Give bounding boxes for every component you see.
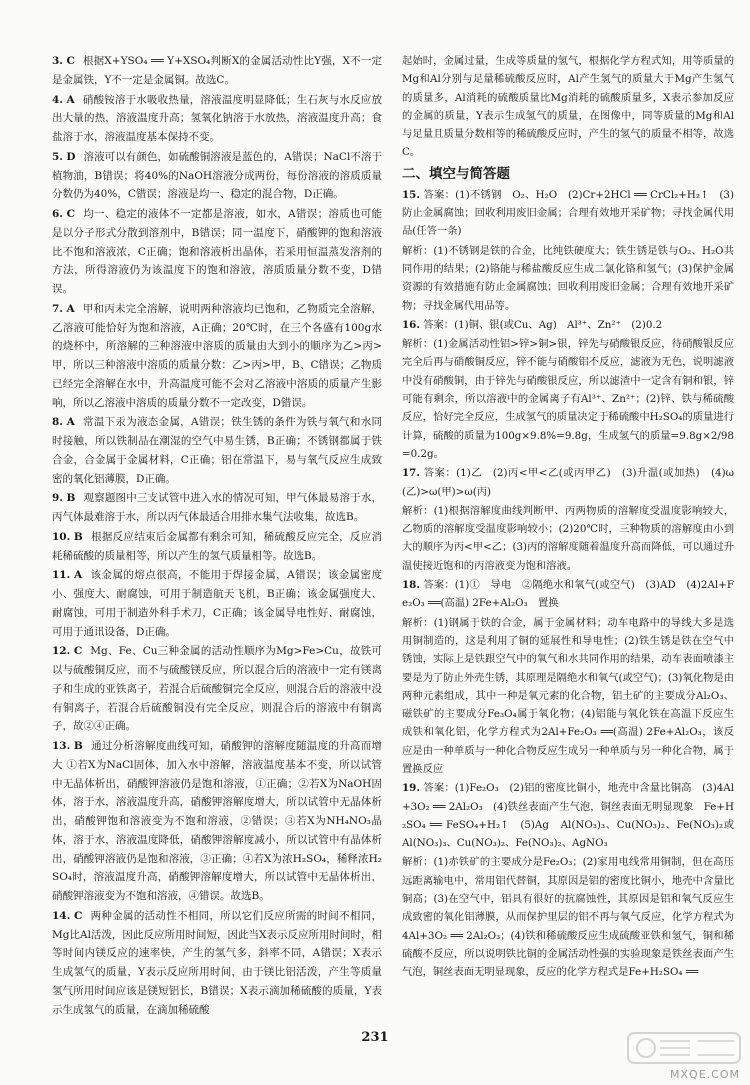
answer-item xyxy=(52,642,382,736)
item-text: 解析：(1)赤铁矿的主要成分是Fe₂O₃；(2)家用电线常用铜制，但在高压远距离输电中，常用铝代替铜，其原因是铝的密度比铜小，地壳中含量比铜高；(3)在空气中，铝具有很好的抗腐蚀性，其原因是铝和氧气反应生成致密的氧化铝薄膜，从而保护里层的铝不再与氧气反应，化学方程式为4Al+3O₂ ══ 2Al₂O₃；(4)铁和稀硫酸反应生成硫酸亚铁和氢气，铜和稀硫酸不反应，所以说明铁比铜的金属活动性强的实验现象是铁丝表面产生气泡，铜丝表面无明显现象，反应的化学方程式是Fe+H₂SO₄ ══ xyxy=(402,856,734,979)
item-text: 两种金属的活动性不相同，所以它们反应所需的时间不相同，Mg比Al活泼，因此反应所用时间短，因此当X表示反应所用时间时，相等时间内镁反应的速率快，产生的氢气多，斜率不同，A错误；X表示生成氢气的质量，Y表示反应所用时间，由于镁比铝活泼，产生等质量氢气所用时间应该是镁短铝长，B错误；X表示滴加稀硫酸的质量，Y表示生成氢气的质量，在滴加稀硫酸 xyxy=(52,909,383,1016)
question-number: 3. xyxy=(52,55,63,67)
answer-item xyxy=(52,566,382,641)
item-text: 解析：(1)金属活动性铝>锌>铜>银，锌先与硝酸银反应，待硝酸银反应完全后再与硝酸铜反应，锌不能与硝酸铝不反应，滤液为无色，说明滤液中没有硝酸铜，由于锌先与硝酸银反应，所以滤渣中一定含有铜和银，锌可能有剩余，所以溶液中的金属离子有Al³⁺、Zn²⁺；(2)锌、铁与稀硫酸反应，恰好完全反应，生成氢气的质量决定于稀硫酸中H₂SO₄的质量进行计算，硫酸的质量为100g×9.8%=9.8g，生成氢气的质量=9.8g×2/98=0.2g。 xyxy=(402,338,734,460)
question-number: 17. xyxy=(402,467,420,480)
question-number: 19. xyxy=(402,782,420,795)
item-text: 甲和丙未完全溶解，说明两种溶液均已饱和，乙物质完全溶解，乙溶液可能恰好为饱和溶液，A正确；20℃时，在三个各盛有100g水的烧杯中，所溶解的三种溶液中溶质的质量由大到小的顺序为乙>丙>甲，所以三种溶液中溶质的质量分数：乙>丙>甲，B、C错误；乙物质已经完全溶解在水中，升高温度可能不会对乙溶液中溶质的质量产生影响，所以乙溶液中溶质的质量分数不一定改变，D错误。 xyxy=(52,302,382,409)
item-text: 解析：(1)根据溶解度曲线判断甲、丙两物质的溶解度受温度影响较大，乙物质的溶解度受温度影响较小；(2)20℃时，三种物质的溶解度由小到大的顺序为丙<甲<乙；(3)丙的溶解度随着温度升高而降低，可以通过升温使接近饱和的丙溶液变为饱和溶液。 xyxy=(402,504,734,572)
question-number: 5. xyxy=(52,150,63,163)
question-number: 16. xyxy=(402,318,420,331)
page-number: 231 xyxy=(361,1030,389,1045)
answer-letter: C xyxy=(66,55,75,67)
answer-item xyxy=(52,528,382,566)
item-text: 答案：(1)① 导电 ②隔绝水和氧气(或空气) (3)AD (4)2Al+Fe₂O₃ ══(高温) 2Fe+Al₂O₃ 置换 xyxy=(402,579,734,610)
question-number: 7. xyxy=(52,302,63,315)
item-text: 该金属的熔点很高，不能用于焊接金属，A错误；该金属密度小、强度大、耐腐蚀，可用于制造航天飞机，B正确；该金属强度大、耐腐蚀，可用于制造外科手术刀，C正确；该金属导电性好、耐腐蚀，可用于通讯设备，D正确。 xyxy=(52,569,382,638)
answer-item xyxy=(52,737,382,906)
answer-item xyxy=(52,300,382,413)
item-text: 常温下汞为液态金属，A错误；铁生锈的条件为铁与氧气和水同时接触，所以铁制品在潮湿的空气中易生锈，B正确；不锈钢都属于铁合金，合金属于金属材料，C正确；铝在常温下，易与氧气反应生成致密的氧化铝薄膜，D正确。 xyxy=(52,416,382,485)
explanation-item xyxy=(402,502,734,575)
explanation-item xyxy=(402,853,734,981)
answer-letter: B xyxy=(66,492,76,505)
question-number: 15. xyxy=(402,188,420,201)
question-number: 12. xyxy=(52,645,71,658)
answer-item xyxy=(52,148,382,204)
question-number: 18. xyxy=(402,579,420,592)
left-column xyxy=(52,52,382,1020)
item-text: 根据反应结束后金属都有剩余可知，稀硫酸反应完全，反应消耗稀硫酸的质量相等，所以产生的氢气质量相等。故选B。 xyxy=(52,530,382,562)
item-text: 解析：(1)不锈钢是铁的合金，比纯铁硬度大；铁生锈是铁与O₂、H₂O共同作用的结果；(2)铬能与稀盐酸反应生成二氯化铬和氢气；(3)保护金属资源的有效措施有防止金属腐蚀；回收利用废旧金属；合理有效地开采矿物；寻找金属代用品等。 xyxy=(402,244,734,312)
right-items xyxy=(402,186,734,982)
answer-item xyxy=(52,52,382,90)
question-number: 11. xyxy=(52,569,71,582)
answer-letter: C xyxy=(66,208,75,220)
answer-letter: A xyxy=(66,93,75,106)
right-column xyxy=(402,52,734,983)
right-continued-text: 起始时，金属过量，生成等质量的氢气，根据化学方程式知，用等质量的Mg和Al分别与足量稀硫酸反应时，Al产生氢气的质量大于Mg产生氢气的质量多，Al消耗的硫酸质量比Mg消耗的硫酸质量多，X表示参加反应的金属的质量，Y表示生成氢气的质量，在图像中，同等质量的Mg和Al与足量且质量分数相等的稀硫酸反应时，产生的氢气的质量不相等，故选C。 xyxy=(402,55,734,159)
question-number: 8. xyxy=(52,416,63,429)
answer-item xyxy=(52,907,382,1020)
question-number: 6. xyxy=(52,208,63,220)
answer-item xyxy=(52,205,382,299)
item-text: 答案：(1)铜、银(或Cu、Ag) Al³⁺、Zn²⁺ (2)0.2 xyxy=(423,318,663,331)
answer-letter: B xyxy=(73,740,83,752)
question-number: 4. xyxy=(52,93,63,106)
explanation-item xyxy=(402,335,734,463)
answer-item xyxy=(402,464,734,501)
item-text: 通过分析溶解度曲线可知，硝酸钾的溶解度随温度的升高而增大 ①若X为NaCl固体，加入水中溶解，溶液温度基本不变，所以试管中无晶体析出，硝酸钾溶液仍是饱和溶液，①正确；②若X为NaOH固体，溶于水，溶液温度升高，硝酸钾溶解度增大，所以试管中无晶体析出，硝酸钾饱和溶液变为不饱和溶液，②错误；③若X为NH₄NO₃晶体，溶于水，溶液温度降低，硝酸钾溶解度减小，所以试管中有晶体析出，硝酸钾溶液仍是饱和溶液，③正确；④若X为浓H₂SO₄，稀释浓H₂SO₄时，溶液温度升高，硝酸钾溶解度增大，所以试管中无晶体析出，硝酸钾溶液变为不饱和溶液，④错误。故选B。 xyxy=(52,740,382,902)
question-number: 9. xyxy=(52,492,63,505)
answer-letter: A xyxy=(74,569,83,582)
item-text: 答案：(1)乙 (2)丙<甲<乙(或丙甲乙) (3)升温(或加热) (4)ω(乙)>ω(甲)>ω(丙) xyxy=(402,467,734,498)
item-text: 观察题图中三支试管中进入水的情况可知，甲气体最易溶于水，丙气体最难溶于水，所以丙气体最适合用排水集气法收集，故选B。 xyxy=(52,492,383,523)
answer-letter: B xyxy=(73,530,83,543)
item-text: 解析：(1)钢属于铁的合金，属于金属材料；动车电路中的导线大多是选用铜制造的，这是利用了铜的延展性和导电性；(2)铁生锈是铁在空气中锈蚀，实际上是铁跟空气中的氧气和水共同作用的结果，动车表面喷漆主要是为了防止外壳生锈，其原理是隔绝水和氧气(或空气)；(3)氧化物是由两种元素组成，其中一种是氧元素的化合物，铝土矿的主要成分Al₂O₃、磁铁矿的主要成分Fe₃O₄属于氧化物；(4)铝能与氧化铁在高温下反应生成铁和氧化铝，化学方程式为2Al+Fe₂O₃ ══(高温) 2Fe+Al₂O₃，该反应是由一种单质与一种化合物反应生成另一种单质与另一种化合物，属于置换反应 xyxy=(402,616,734,775)
item-text: 硝酸铵溶于水吸收热量，溶液温度明显降低；生石灰与水反应放出大量的热，溶液温度升高；氢氧化钠溶于水放热，溶液温度升高；食盐溶于水，溶液温度基本保持不变。 xyxy=(52,93,382,143)
explanation-item xyxy=(402,242,734,315)
explanation-item xyxy=(402,614,734,779)
answer-item xyxy=(52,489,382,527)
answer-item xyxy=(402,186,734,241)
item-text: 答案：(1)不锈钢 O₂、H₂O (2)Cr+2HCl ══ CrCl₂+H₂↑ (3)防止金属腐蚀；回收利用废旧金属；合理有效地开采矿物；寻找金属代用品(任答一条) xyxy=(402,188,734,238)
answer-letter: A xyxy=(66,416,75,429)
item-text: 根据X+YSO₄ ══ Y+XSO₄判断X的金属活动性比Y强，X不一定是金属铁，Y不一定是金属铜。故选C。 xyxy=(52,55,382,86)
answer-item xyxy=(402,316,734,334)
item-text: 溶液可以有颜色，如硫酸铜溶液是蓝色的，A错误；NaCl不溶于植物油，B错误；将40%的NaOH溶液分成两份，每份溶液的溶质质量分数仍为40%，C错误；溶液是均一、稳定的混合物，D正确。 xyxy=(52,150,383,201)
section-heading: 二、填空与简答题 xyxy=(402,165,510,182)
item-text: 答案：(1)Fe₂O₃ (2)铝的密度比铜小，地壳中含量比铜高 (3)4Al+3O₂ ══ 2Al₂O₃ (4)铁丝表面产生气泡，铜丝表面无明显现象 Fe+H₂SO₄ ══ FeSO₄+H₂↑ (5)Ag Al(NO₃)₃、Cu(NO₃)₂、Fe(NO₃)₂或Al(NO₃)₃、Cu(NO₃)₂、Fe(NO₃)₂、AgNO₃ xyxy=(402,782,734,850)
answer-item xyxy=(402,576,734,613)
item-text: Mg、Fe、Cu三种金属的活动性顺序为Mg>Fe>Cu，故铁可以与硫酸铜反应，而不与硫酸镁反应，所以混合后的溶液中一定有镁离子和生成的亚铁离子，若混合后硫酸铜完全反应，则混合后的溶液中没有铜离子，若混合后硫酸铜没有完全反应，则混合后的溶液中有铜离子，故②④正确。 xyxy=(52,645,383,733)
answer-letter: C xyxy=(73,645,83,658)
answer-item xyxy=(52,91,382,147)
answer-letter: C xyxy=(73,909,83,922)
answer-item xyxy=(402,779,734,852)
watermark-text: MXQE.COM xyxy=(670,1068,740,1081)
item-text: 均一、稳定的液体不一定都是溶液，如水，A错误；溶质也可能是以分子形式分散到溶剂中，B错误；同一温度下，硝酸钾的饱和溶液比不饱和溶液浓，C正确；饱和溶液析出晶体，若采用恒温蒸发溶剂的方法，所得溶液仍为该温度下的饱和溶液，溶质质量分数不变，D错误。 xyxy=(52,208,382,295)
question-number: 13. xyxy=(52,740,71,752)
question-number: 14. xyxy=(52,909,71,922)
answer-letter: A xyxy=(66,302,75,315)
question-number: 10. xyxy=(52,530,71,543)
answer-letter: D xyxy=(66,150,76,163)
answer-item xyxy=(52,413,382,488)
